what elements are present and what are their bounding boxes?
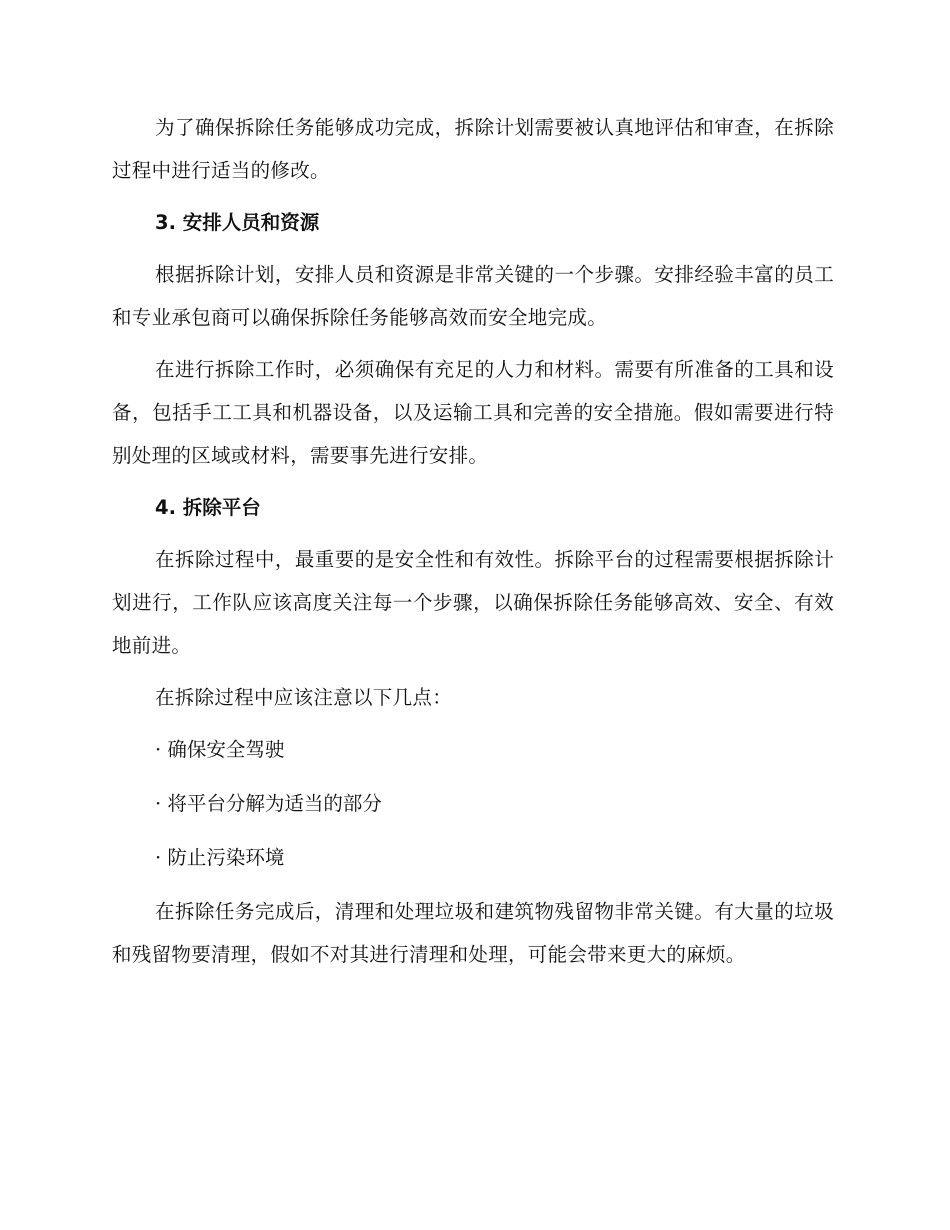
paragraph-arrange-staff: 根据拆除计划，安排人员和资源是非常关键的一个步骤。安排经验丰富的员工和专业承包商可以确保拆除任务能够高效而安全地完成。 (112, 263, 834, 329)
section-heading-3: 3. 安排人员和资源 (155, 211, 320, 234)
paragraph-resources: 在进行拆除工作时，必须确保有充足的人力和材料。需要有所准备的工具和设备，包括手工工具和机器设备，以及运输工具和完善的安全措施。假如需要进行特别处理的区域或材料，需要事先进行安排。 (112, 358, 834, 467)
section-heading-4: 4. 拆除平台 (155, 496, 261, 519)
list-item-safe-driving: · 确保安全驾驶 (155, 738, 285, 761)
document-page (112, 106, 834, 985)
paragraph-review-plan: 为了确保拆除任务能够成功完成，拆除计划需要被认真地评估和审查，在拆除过程中进行适当的修改。 (112, 116, 834, 182)
paragraph-safety: 在拆除过程中，最重要的是安全性和有效性。拆除平台的过程需要根据拆除计划进行，工作队应该高度关注每一个步骤，以确保拆除任务能够高效、安全、有效地前进。 (112, 548, 834, 657)
list-item-prevent-pollution: · 防止污染环境 (155, 846, 285, 869)
list-item-disassemble: · 将平台分解为适当的部分 (155, 792, 382, 815)
paragraph-notes-intro: 在拆除过程中应该注意以下几点： (155, 686, 453, 709)
paragraph-cleanup: 在拆除任务完成后，清理和处理垃圾和建筑物残留物非常关键。有大量的垃圾和残留物要清理，假如不对其进行清理和处理，可能会带来更大的麻烦。 (112, 900, 834, 966)
